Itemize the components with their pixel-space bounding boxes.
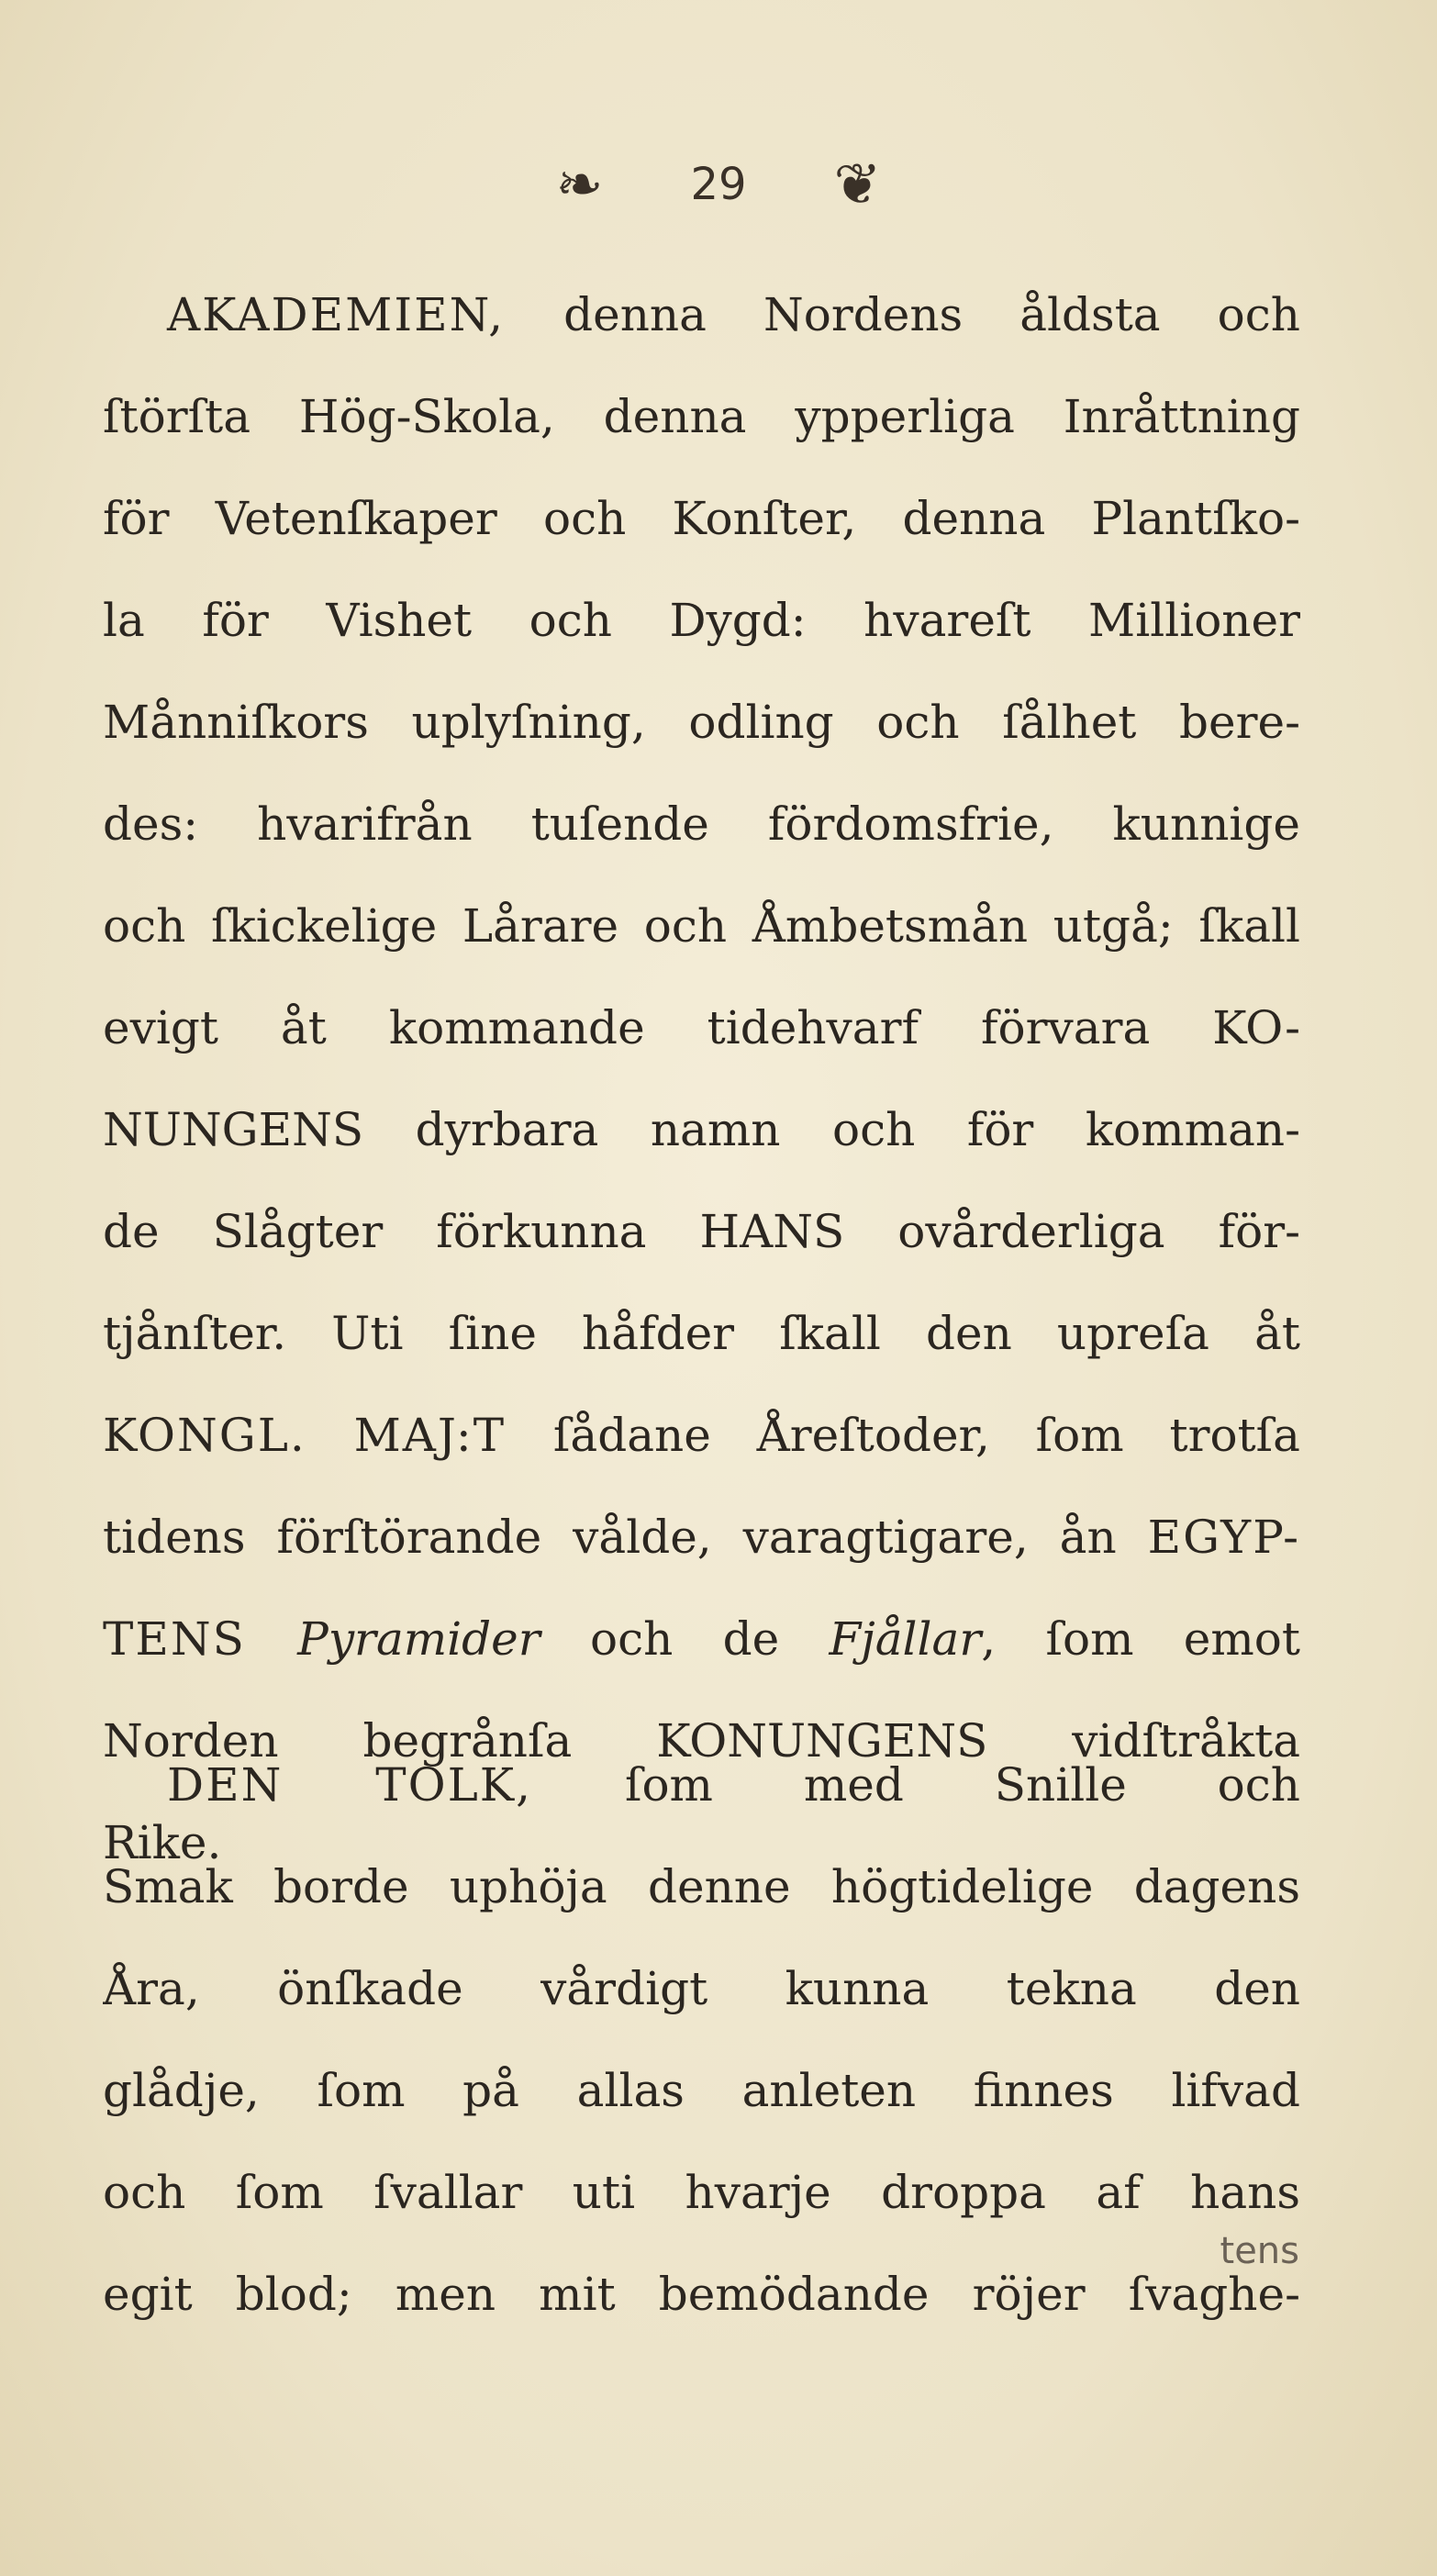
line-text: egit blod; men mit bemödande röjer ſvaghe- <box>103 2268 1300 2321</box>
line-text: de Slågter förkunna HANS ovårderliga för- <box>103 1205 1300 1258</box>
text-line <box>103 1487 1300 1589</box>
paragraph-2 <box>103 1734 1300 2346</box>
text-line <box>103 468 1300 570</box>
fleuron-left-icon: ❧ <box>555 151 604 217</box>
page-number: 29 <box>690 159 747 210</box>
lead-word: DEN TOLK, <box>167 1758 625 1812</box>
line-text: och ſom ſvallar uti hvarje droppa af hans <box>103 2166 1300 2219</box>
lead-word: AKADEMIEN, <box>167 288 564 341</box>
line-text: evigt åt kommande tidehvarf förvara KO- <box>103 1001 1300 1054</box>
line-text: glådje, ſom på allas anleten finnes lifvad <box>103 2064 1300 2117</box>
line-text: Åra, önſkade vårdigt kunna tekna den <box>103 1962 1300 2015</box>
text-line <box>103 2244 1300 2346</box>
italic-text: Fjållar <box>829 1612 982 1666</box>
text-line <box>103 366 1300 468</box>
line-text: Rike. <box>103 1816 222 1869</box>
line-text: NUNGENS dyrbara namn och för komman- <box>103 1103 1300 1156</box>
line-text: och de <box>540 1612 830 1666</box>
page-header <box>0 151 1437 217</box>
text-line <box>103 774 1300 875</box>
line-text: tjånſter. Uti ſine håfder ſkall den upreſa åt <box>103 1307 1300 1360</box>
small-caps-text: KONGL. MAJ:T <box>103 1409 553 1462</box>
line-text: ſtörſta Hög-Skola, denna ypperliga Inråttning <box>103 390 1300 443</box>
text-line <box>103 1734 1300 1836</box>
text-line <box>103 1181 1300 1283</box>
fleuron-right-icon: ❦ <box>833 151 882 217</box>
text-line <box>103 2142 1300 2244</box>
line-text: denna Nordens åldsta och <box>563 288 1300 341</box>
small-caps-text: TENS <box>103 1612 298 1666</box>
text-line <box>103 1385 1300 1487</box>
line-text: , ſom emot <box>981 1612 1300 1666</box>
text-line <box>103 1079 1300 1181</box>
text-line <box>103 977 1300 1079</box>
italic-text: Pyramider <box>297 1612 540 1666</box>
text-line <box>103 1938 1300 2040</box>
text-line <box>103 264 1300 366</box>
catchword: tens <box>1220 2230 1299 2272</box>
line-text: Månniſkors uplyſning, odling och ſålhet bere- <box>103 696 1300 749</box>
small-caps-text: EGYP- <box>1147 1511 1300 1564</box>
line-text: för Vetenſkaper och Konſter, denna Plantſko- <box>103 492 1300 545</box>
line-text: ſom med Snille och <box>624 1758 1300 1812</box>
line-text: Smak borde uphöja denne högtidelige dagens <box>103 1860 1300 1913</box>
text-line <box>103 875 1300 977</box>
line-text: och ſkickelige Lårare och Åmbetsmån utgå; ſkall <box>103 899 1300 953</box>
paragraph-1 <box>103 264 1300 1894</box>
text-line <box>103 672 1300 774</box>
line-text: tidens förſtörande vålde, varagtigare, ån <box>103 1511 1148 1564</box>
line-text: la för Vishet och Dygd: hvareſt Millioner <box>103 594 1300 647</box>
text-line <box>103 1836 1300 1938</box>
line-text: des: hvarifrån tuſende fördomsfrie, kunnige <box>103 797 1300 851</box>
line-text: Norden begrånſa KONUNGENS vidſtråkta <box>103 1714 1300 1768</box>
text-line <box>103 1589 1300 1690</box>
text-line <box>103 570 1300 672</box>
line-text: ſådane Åreſtoder, ſom trotſa <box>552 1409 1300 1462</box>
text-line <box>103 2040 1300 2142</box>
text-line <box>103 1283 1300 1385</box>
